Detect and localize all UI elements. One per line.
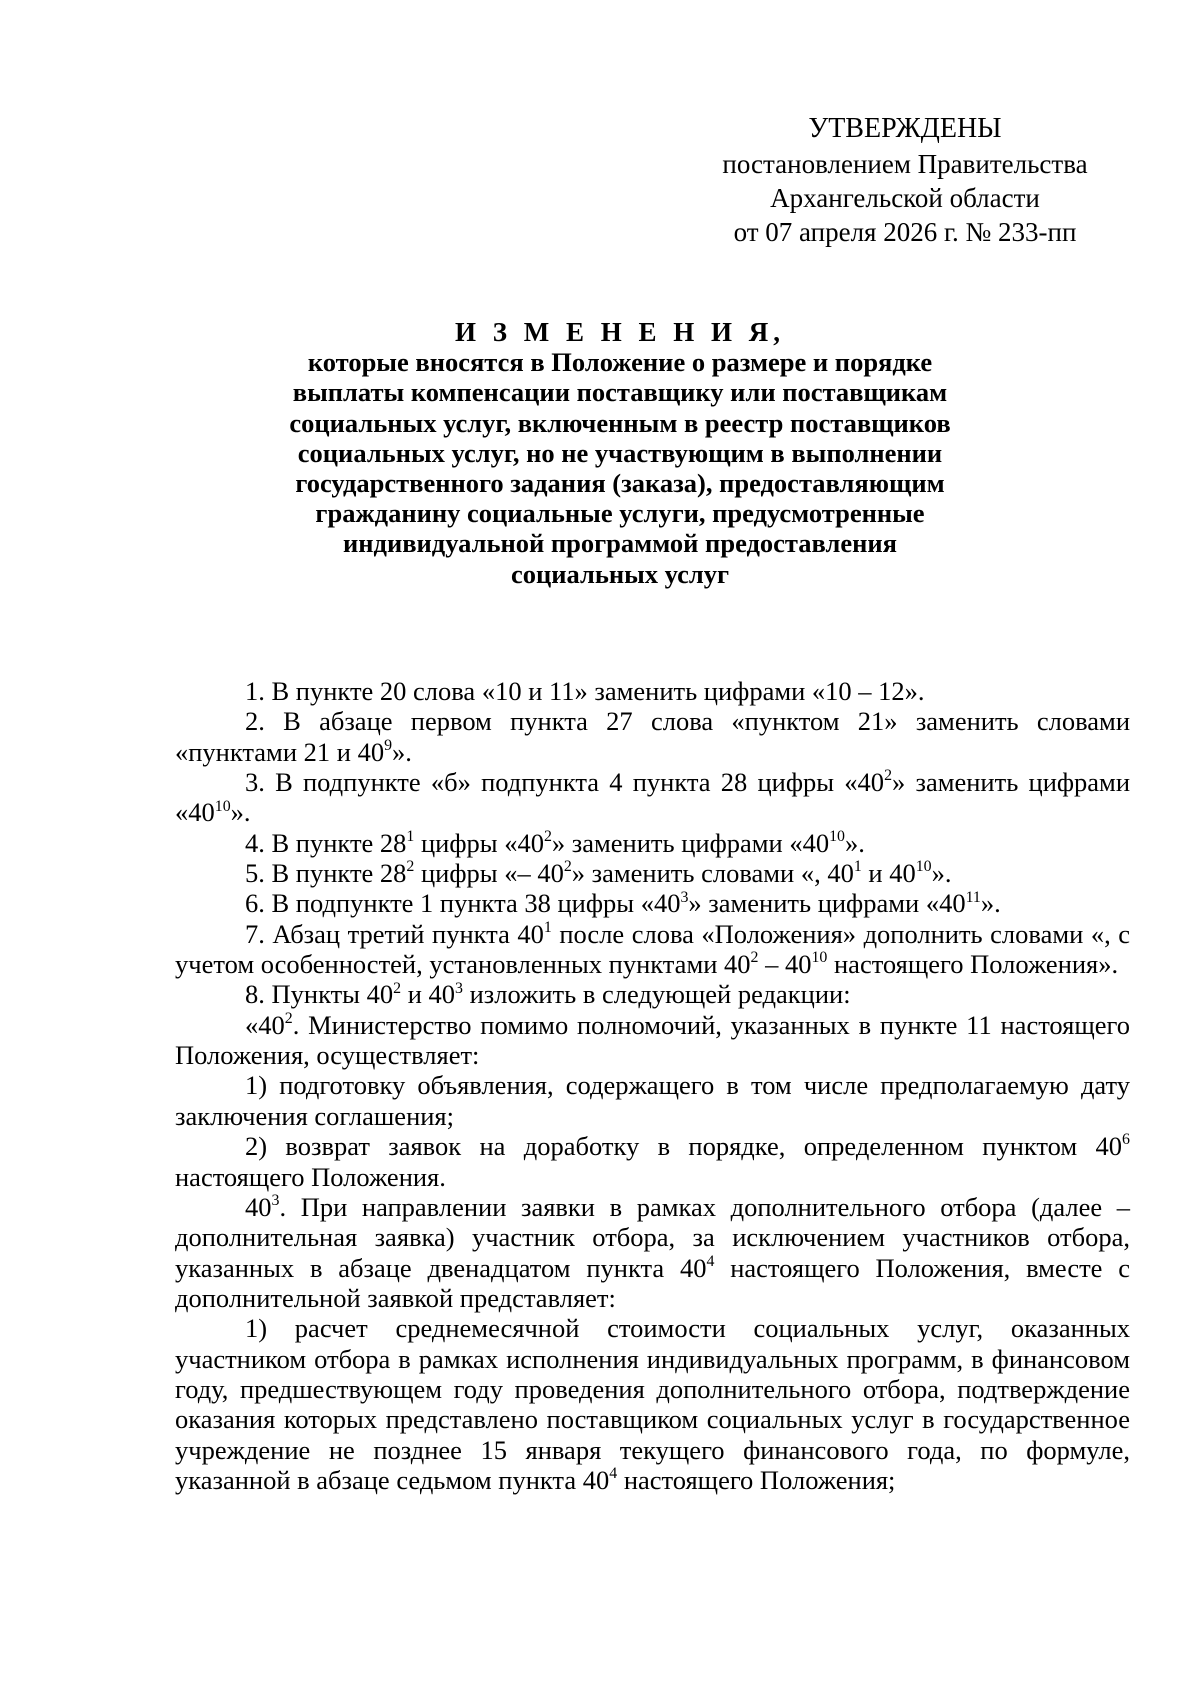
quoted-subitem-2: 2) возврат заявок на доработку в порядке, определенном пунктом $40^6$ настоящего Положения. <box>175 1131 1130 1192</box>
item-1: 1. В пункте 20 слова «10 и 11» заменить цифрами «10 – 12». <box>245 676 925 706</box>
quoted-item-40-3: $40^3$. При направлении заявки в рамках дополнительного отбора (далее – дополнительная заявка) участник отбора, за исключением участников отбора, указанных в абзаце двенадцатом пункта $40^4$ настоящего Положения, вместе с дополнительной заявкой представляет: <box>175 1191 1131 1313</box>
item-3: 3. В подпункте «б» подпункта 4 пункта 28 цифры «$40^2$» заменить цифрами «$40^{10}$». <box>175 767 1131 828</box>
item-6: 6. В подпункте 1 пункта 38 цифры «$40^3$» заменить цифрами «$40^{11}$». <box>245 888 1001 919</box>
title-line-1: которые вносятся в Положение о размере и порядке <box>307 347 933 378</box>
title-line-6: гражданину социальные услуги, предусмотренные <box>315 498 925 529</box>
title-line-3: социальных услуг, включенным в реестр поставщиков <box>289 407 951 438</box>
approval-line-1: постановлением Правительства <box>722 149 1088 179</box>
document-body <box>175 676 1130 1495</box>
quoted-subitem-1: 1) подготовку объявления, содержащего в том числе предполагаемую дату заключения соглашения; <box>175 1070 1130 1131</box>
item-7: 7. Абзац третий пункта $40^1$ после слова «Положения» дополнить словами «, с учетом особенностей, установленных пунктами $40^2 - 40^{10}$ настоящего Положения». <box>175 918 1130 980</box>
title-heading: И З М Е Н Е Н И Я, <box>454 317 785 347</box>
title-line-5: государственного задания (заказа), предоставляющим <box>295 468 945 499</box>
item-2: 2. В абзаце первом пункта 27 слова «пунктом 21» заменить словами «пунктами 21 и $40^9$». <box>175 706 1130 767</box>
title-line-7: индивидуальной программой предоставления <box>343 528 897 559</box>
approval-line-2: Архангельской области <box>770 183 1040 213</box>
item-5: 5. В пункте $28^2$ цифры «– $40^2$» заменить словами «, $40^1$ и $40^{10}$». <box>245 858 952 889</box>
title-line-2: выплаты компенсации поставщику или поставщикам <box>292 377 948 408</box>
quoted-item-40-2: «$40^2$. Министерство помимо полномочий, указанных в пункте 11 настоящего Положения, осуществляет: <box>175 1009 1130 1071</box>
approval-line-3: от 07 апреля 2026 г. № 233-пп <box>733 217 1077 247</box>
item-8: 8. Пункты $40^2$ и $40^3$ изложить в следующей редакции: <box>245 979 851 1010</box>
quoted-subitem-3: 1) расчет среднемесячной стоимости социальных услуг, оказанных участником отбора в рамках исполнения индивидуальных программ, в финансовом году, предшествующем году проведения дополнительного отбора, подтверждение оказания которых представлено поставщиком социальных услуг в государственное учреждение не позднее 15 января текущего финансового года, по формуле, указанной в абзаце седьмом пункта $40^4$ настоящего Положения; <box>175 1313 1130 1495</box>
item-4: 4. В пункте $28^1$ цифры «$40^2$» заменить цифрами «$40^{10}$». <box>245 827 865 858</box>
title-line-4: социальных услуг, но не участвующим в выполнении <box>297 437 943 468</box>
title-line-8: социальных услуг <box>510 558 730 589</box>
approval-title: УТВЕРЖДЕНЫ <box>808 113 1002 144</box>
approval-block <box>700 112 1110 249</box>
document-title <box>220 317 1020 589</box>
